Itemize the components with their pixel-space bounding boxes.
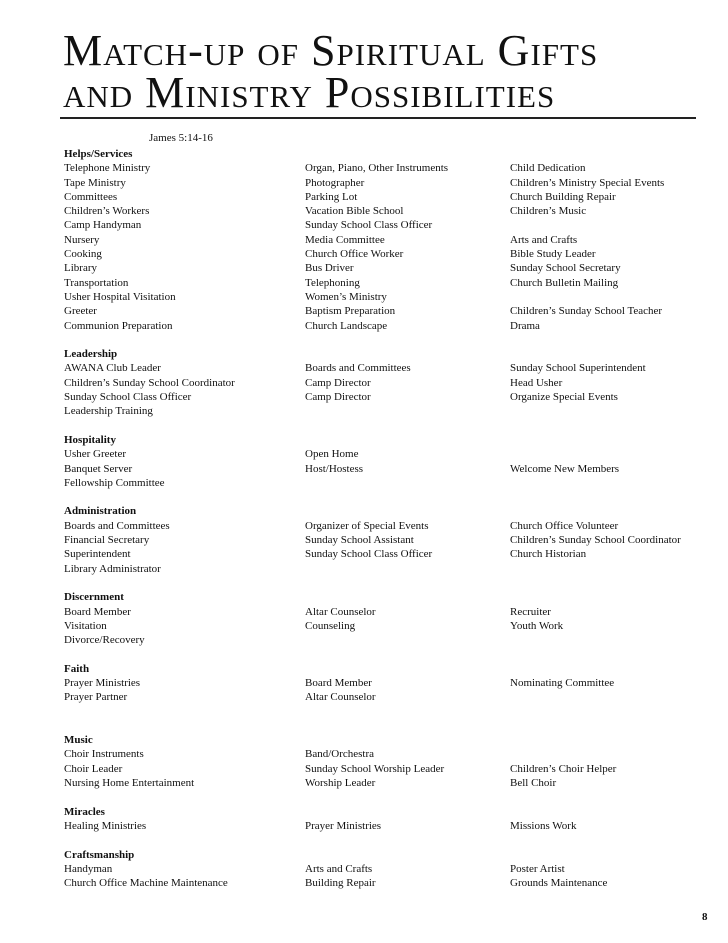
ministry-item: Usher Greeter — [64, 448, 126, 461]
list-row — [64, 876, 714, 890]
ministry-item: Library — [64, 262, 97, 275]
ministry-item: Church Office Worker — [305, 248, 404, 261]
ministry-item: Sunday School Class Officer — [305, 219, 433, 232]
ministry-item: Cooking — [64, 248, 102, 261]
ministry-item: Sunday School Class Officer — [64, 391, 192, 404]
ministry-item: Band/Orchestra — [305, 748, 375, 761]
ministry-item: Church Building Repair — [510, 190, 616, 203]
ministry-item: Camp Director — [305, 391, 371, 404]
ministry-item: Welcome New Members — [510, 462, 620, 475]
ministry-item: Church Office Machine Maintenance — [64, 877, 228, 890]
ministry-item: Host/Hostess — [305, 462, 364, 475]
list-row — [64, 447, 714, 461]
ministry-item: Children’s Music — [510, 205, 587, 218]
ministry-item: AWANA Club Leader — [64, 362, 161, 375]
ministry-item: Organizer of Special Events — [305, 519, 429, 532]
list-row — [64, 319, 714, 333]
ministry-item: Fellowship Committee — [64, 476, 165, 489]
ministry-item: Committees — [64, 190, 118, 203]
section-heading: Miracles — [64, 805, 105, 818]
ministry-item: Arts and Crafts — [305, 862, 373, 875]
section-heading: Leadership — [64, 348, 118, 361]
ministry-item: Nursery — [64, 233, 100, 246]
list-row — [64, 261, 714, 275]
section-heading: Hospitality — [64, 433, 116, 446]
list-row — [64, 247, 714, 261]
ministry-item: Recruiter — [510, 605, 551, 618]
ministry-item: Prayer Ministries — [64, 676, 141, 689]
ministry-item: Altar Counselor — [305, 691, 376, 704]
ministry-item: Head Usher — [510, 376, 563, 389]
ministry-item: Bell Choir — [510, 777, 557, 790]
list-row — [64, 819, 714, 833]
ministry-item: Camp Handyman — [64, 219, 142, 232]
scripture-reference: James 5:14-16 — [149, 132, 213, 144]
ministry-item: Usher Hospital Visitation — [64, 290, 176, 303]
ministry-item: Bus Driver — [305, 262, 354, 275]
ministry-item: Organize Special Events — [510, 391, 618, 404]
ministry-item: Divorce/Recovery — [64, 634, 145, 647]
list-row — [64, 533, 714, 547]
ministry-item: Vacation Bible School — [305, 205, 404, 218]
title-divider — [60, 117, 696, 119]
ministry-item: Poster Artist — [510, 862, 565, 875]
ministry-item: Greeter — [64, 305, 97, 318]
ministry-item: Sunday School Secretary — [510, 262, 621, 275]
list-row — [64, 562, 714, 576]
ministry-item: Library Administrator — [64, 562, 161, 575]
section-helps-services — [64, 147, 714, 333]
list-row — [64, 862, 714, 876]
ministry-item: Superintendent — [64, 548, 131, 561]
section-administration — [64, 504, 714, 575]
list-row — [64, 390, 714, 404]
section-heading: Craftsmanship — [64, 848, 135, 861]
ministry-item: Youth Work — [510, 619, 564, 632]
page-number: 8 — [702, 911, 708, 923]
ministry-item: Camp Director — [305, 376, 371, 389]
ministry-item: Children’s Workers — [64, 205, 150, 218]
ministry-item: Baptism Preparation — [305, 305, 396, 318]
ministry-item: Church Historian — [510, 548, 587, 561]
ministry-item: Handyman — [64, 862, 113, 875]
ministry-item: Church Office Volunteer — [510, 519, 619, 532]
ministry-item: Telephone Ministry — [64, 162, 151, 175]
list-row — [64, 361, 714, 375]
ministry-item: Building Repair — [305, 877, 376, 890]
ministry-item: Prayer Partner — [64, 691, 128, 704]
ministry-item: Choir Leader — [64, 762, 123, 775]
ministry-item: Banquet Server — [64, 462, 133, 475]
ministry-item: Altar Counselor — [305, 605, 376, 618]
list-row — [64, 619, 714, 633]
ministry-item: Board Member — [64, 605, 131, 618]
ministry-item: Sunday School Superintendent — [510, 362, 646, 375]
list-row — [64, 176, 714, 190]
ministry-item: Missions Work — [510, 819, 577, 832]
ministry-item: Arts and Crafts — [510, 233, 578, 246]
list-row — [64, 476, 714, 490]
ministry-item: Sunday School Class Officer — [305, 548, 433, 561]
ministry-item: Grounds Maintenance — [510, 877, 608, 890]
ministry-item: Women’s Ministry — [305, 290, 387, 303]
ministry-item: Worship Leader — [305, 777, 376, 790]
list-row — [64, 633, 714, 647]
list-row — [64, 747, 714, 761]
ministry-item: Drama — [510, 319, 540, 332]
section-faith — [64, 662, 714, 705]
section-heading: Administration — [64, 505, 137, 518]
section-heading: Music — [64, 734, 93, 747]
list-row — [64, 605, 714, 619]
section-heading: Faith — [64, 662, 90, 675]
list-row — [64, 690, 714, 704]
ministry-item: Photographer — [305, 176, 365, 189]
ministry-item: Church Landscape — [305, 319, 388, 332]
ministry-item: Nursing Home Entertainment — [64, 777, 195, 790]
section-hospitality — [64, 433, 714, 490]
ministry-item: Sunday School Assistant — [305, 534, 414, 547]
list-row — [64, 462, 714, 476]
page-title — [63, 26, 703, 117]
ministry-item: Nominating Committee — [510, 676, 615, 689]
ministry-item: Sunday School Worship Leader — [305, 762, 445, 775]
list-row — [64, 218, 714, 232]
ministry-item: Child Dedication — [510, 162, 586, 175]
ministry-item: Children’s Sunday School Coordinator — [510, 534, 681, 547]
ministry-item: Communion Preparation — [64, 319, 173, 332]
ministry-item: Boards and Committees — [64, 519, 170, 532]
title-line-1: Match-up of Spiritual Gifts — [63, 26, 599, 75]
list-row — [64, 204, 714, 218]
list-row — [64, 776, 714, 790]
list-row — [64, 547, 714, 561]
ministry-item: Counseling — [305, 619, 356, 632]
ministry-item: Open Home — [305, 448, 359, 461]
ministry-item: Telephoning — [305, 276, 360, 289]
ministry-item: Children’s Choir Helper — [510, 762, 617, 775]
ministry-item: Board Member — [305, 676, 372, 689]
ministry-item: Children’s Sunday School Coordinator — [64, 376, 235, 389]
title-line-2: and Ministry Possibilities — [63, 68, 556, 117]
section-discernment — [64, 590, 714, 647]
ministry-item: Prayer Ministries — [305, 819, 382, 832]
list-row — [64, 190, 714, 204]
list-row — [64, 762, 714, 776]
ministry-item: Parking Lot — [305, 190, 358, 203]
section-music — [64, 733, 714, 790]
section-heading: Helps/Services — [64, 148, 133, 160]
list-row — [64, 290, 714, 304]
ministry-item: Transportation — [64, 276, 129, 289]
ministry-item: Visitation — [64, 619, 107, 632]
ministry-item: Organ, Piano, Other Instruments — [305, 162, 449, 175]
ministry-item: Leadership Training — [64, 405, 153, 418]
list-row — [64, 404, 714, 418]
section-craftsmanship — [64, 848, 714, 891]
ministry-item: Choir Instruments — [64, 748, 144, 761]
section-miracles — [64, 805, 714, 834]
ministry-item: Children’s Ministry Special Events — [510, 176, 665, 189]
ministry-item: Church Bulletin Mailing — [510, 276, 619, 289]
ministry-item: Tape Ministry — [64, 176, 126, 189]
list-row — [64, 161, 714, 175]
list-row — [64, 233, 714, 247]
ministry-item: Healing Ministries — [64, 819, 147, 832]
ministry-item: Bible Study Leader — [510, 248, 596, 261]
section-leadership — [64, 347, 714, 418]
list-row — [64, 676, 714, 690]
ministry-item: Boards and Committees — [305, 362, 411, 375]
section-heading: Discernment — [64, 591, 124, 604]
gift-ministry-list — [64, 147, 714, 905]
ministry-item: Media Committee — [305, 233, 385, 246]
list-row — [64, 304, 714, 318]
ministry-item: Children’s Sunday School Teacher — [510, 305, 663, 318]
list-row — [64, 519, 714, 533]
ministry-item: Financial Secretary — [64, 534, 150, 547]
list-row — [64, 276, 714, 290]
list-row — [64, 376, 714, 390]
